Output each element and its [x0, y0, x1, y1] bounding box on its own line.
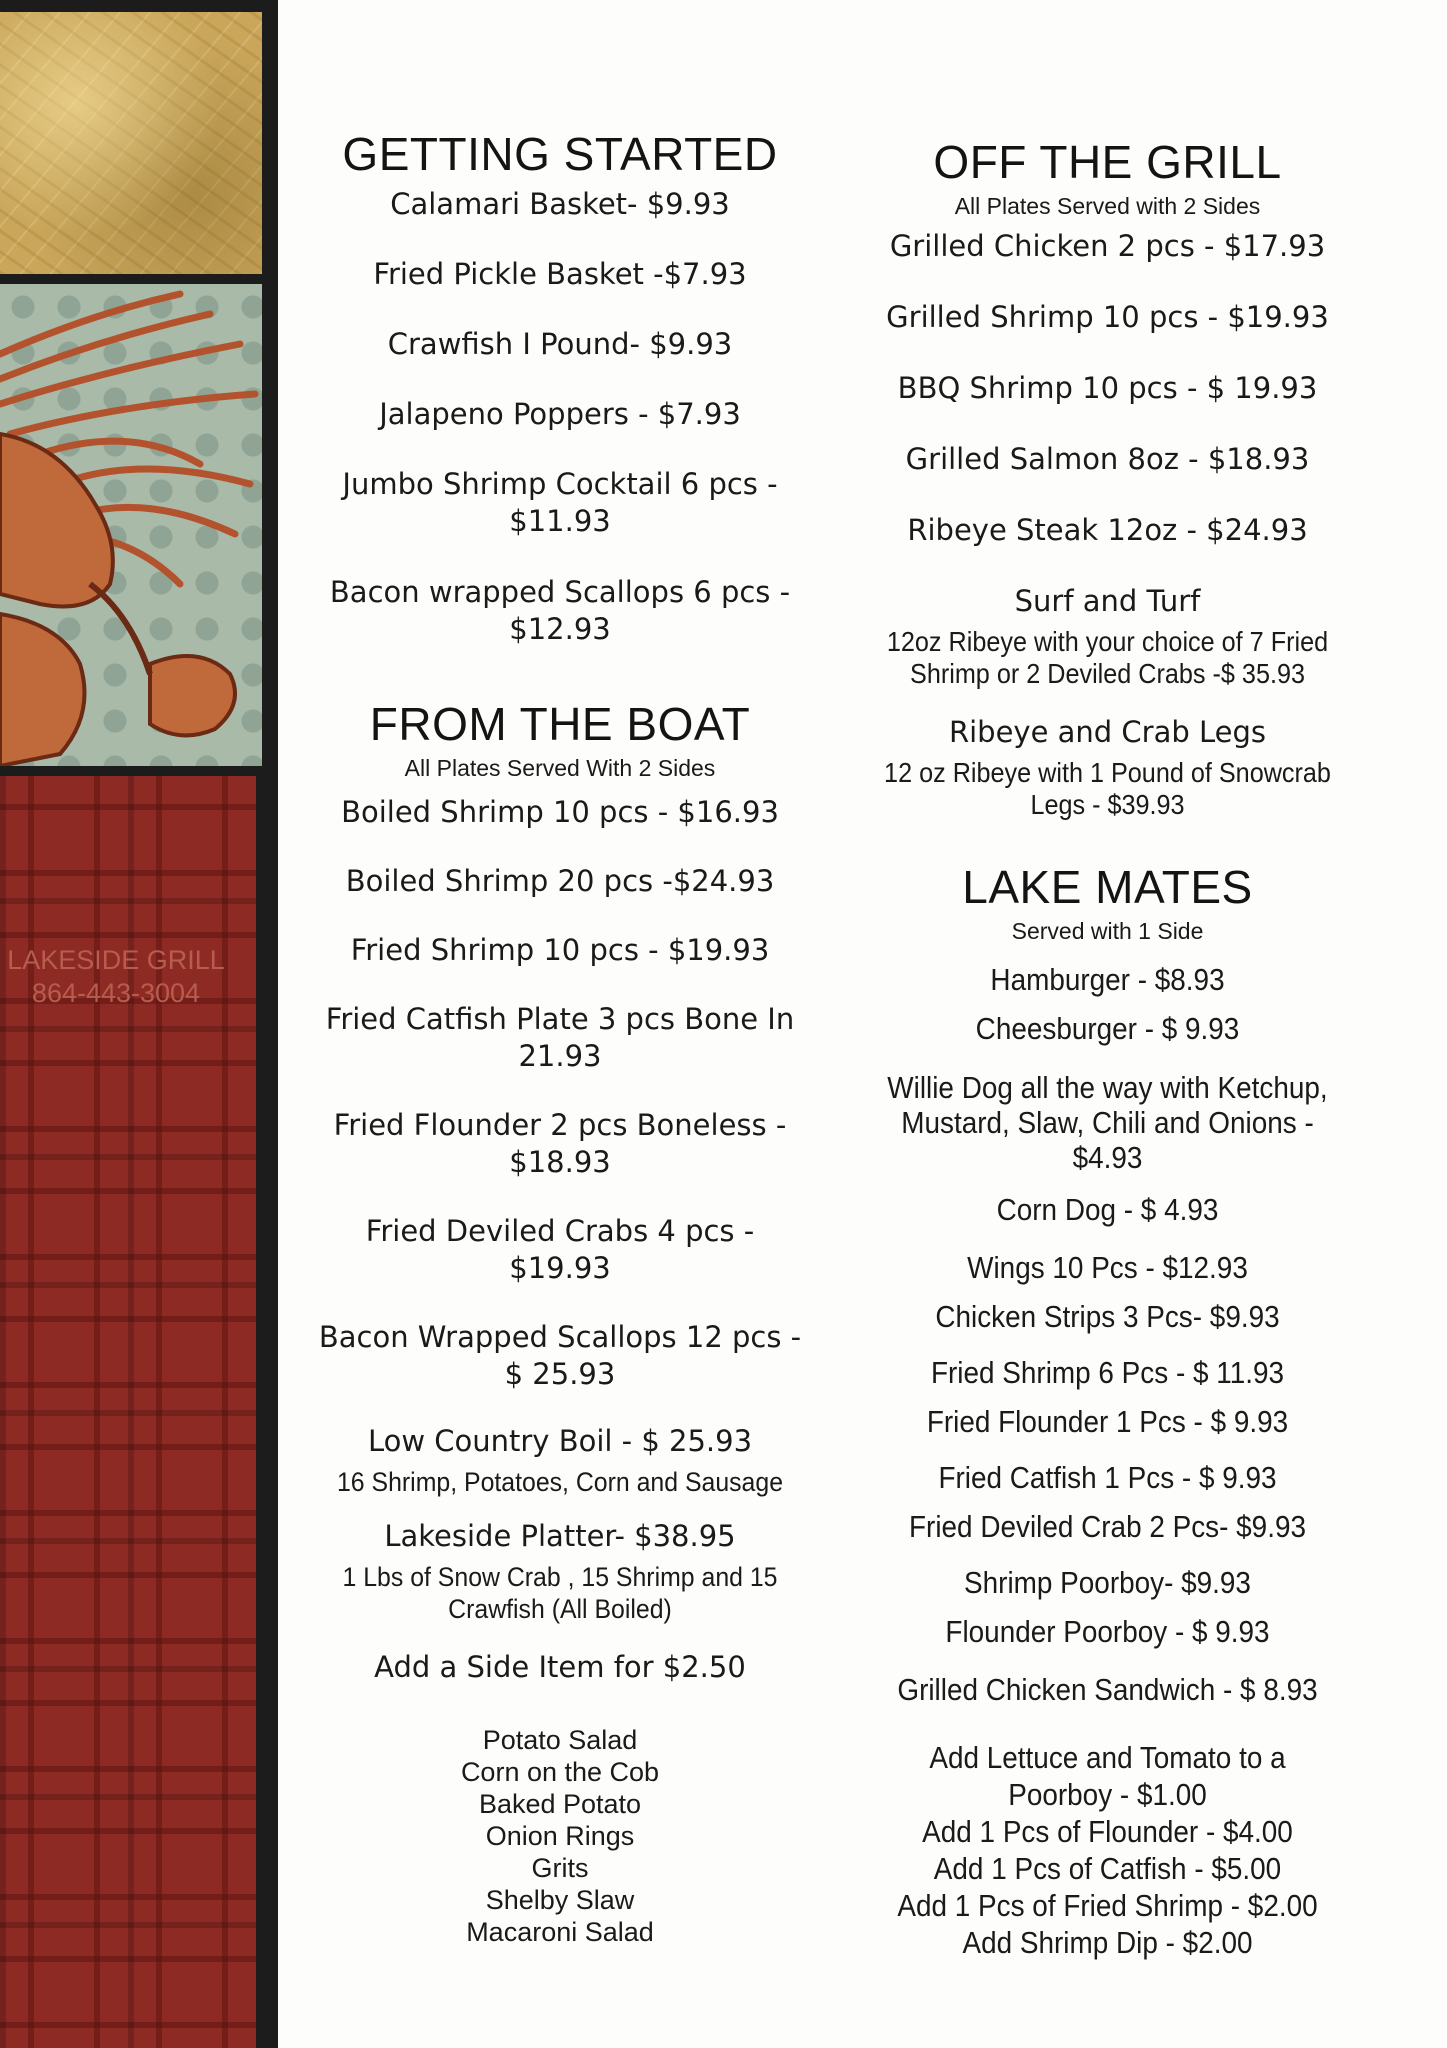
side-item: Macaroni Salad [466, 1917, 654, 1947]
menu-item: Grilled Chicken Sandwich - $ 8.93 [897, 1672, 1318, 1707]
add-on-item: Add 1 Pcs of Fried Shrimp - $2.00 [897, 1888, 1318, 1923]
menu-item: Fried Shrimp 6 Pcs - $ 11.93 [930, 1355, 1285, 1390]
menu-item: Hamburger - $8.93 [990, 962, 1225, 997]
menu-item: Ribeye Steak 12oz - $24.93 [907, 513, 1308, 547]
gold-foil-panel [0, 12, 262, 274]
menu-item-surf-and-turf: Surf and Turf [1014, 584, 1201, 618]
menu-item: Flounder Poorboy - $ 9.93 [945, 1614, 1270, 1649]
menu-item: Fried Catfish Plate 3 pcs Bone In 21.93 [325, 1002, 795, 1073]
side-item: Baked Potato [478, 1789, 642, 1819]
menu-item: Corn Dog - $ 4.93 [996, 1192, 1219, 1227]
menu-item: Fried Deviled Crab 2 Pcs- $9.93 [909, 1509, 1306, 1544]
side-item: Onion Rings [485, 1821, 635, 1851]
menu-item: Fried Deviled Crabs 4 pcs - $19.93 [365, 1214, 755, 1285]
add-on-item: Add Shrimp Dip - $2.00 [962, 1925, 1253, 1960]
lobster-icon [0, 284, 262, 766]
lobster-panel [0, 284, 262, 766]
menu-item-description: 12oz Ribeye with your choice of 7 Fried Shrimp or 2 Deviled Crabs -$ 35.93 [886, 626, 1329, 689]
menu-item: Fried Flounder 1 Pcs - $ 9.93 [926, 1404, 1289, 1439]
menu-item: Fried Pickle Basket -$7.93 [373, 257, 747, 291]
side-item: Potato Salad [482, 1725, 638, 1755]
side-item: Grits [531, 1853, 589, 1883]
menu-item-ribeye-crab-legs: Ribeye and Crab Legs [948, 715, 1267, 749]
side-item: Shelby Slaw [485, 1885, 635, 1915]
off-the-grill-note: All Plates Served with 2 Sides [954, 193, 1261, 219]
heading-from-the-boat: FROM THE BOAT [369, 698, 751, 750]
left-column [298, 128, 822, 1948]
menu-item-description: 12 oz Ribeye with 1 Pound of Snowcrab Legs - $39.93 [884, 757, 1331, 820]
from-the-boat-note: All Plates Served With 2 Sides [404, 755, 716, 781]
menu-item: Fried Flounder 2 pcs Boneless - $18.93 [333, 1108, 787, 1179]
decorative-strip [0, 0, 278, 2048]
menu-item: Jumbo Shrimp Cocktail 6 pcs - $11.93 [342, 467, 778, 538]
menu-item: Grilled Salmon 8oz - $18.93 [905, 442, 1310, 476]
side-item: Corn on the Cob [460, 1757, 660, 1787]
lake-mates-note: Served with 1 Side [1011, 918, 1204, 944]
menu-item-lakeside-platter: Lakeside Platter- $38.95 [384, 1519, 736, 1553]
heading-getting-started: GETTING STARTED [342, 128, 778, 180]
right-column [845, 136, 1370, 1961]
menu-item: Bacon Wrapped Scallops 12 pcs - $ 25.93 [318, 1320, 802, 1391]
menu-item: Jalapeno Poppers - $7.93 [379, 397, 741, 431]
menu-item: BBQ Shrimp 10 pcs - $ 19.93 [897, 371, 1318, 405]
menu-item: Fried Catfish 1 Pcs - $ 9.93 [938, 1460, 1277, 1495]
menu-item: Chicken Strips 3 Pcs- $9.93 [935, 1299, 1280, 1334]
menu-item: Bacon wrapped Scallops 6 pcs - $12.93 [329, 575, 791, 646]
menu-item: Fried Shrimp 10 pcs - $19.93 [350, 933, 770, 967]
menu-item-low-country-boil: Low Country Boil - $ 25.93 [367, 1424, 753, 1458]
menu-item: Calamari Basket- $9.93 [390, 187, 730, 221]
menu-item: Willie Dog all the way with Ketchup, Mustard, Slaw, Chili and Onions - $4.93 [887, 1070, 1328, 1175]
menu-item: Grilled Shrimp 10 pcs - $19.93 [886, 300, 1329, 334]
menu-item-description: 16 Shrimp, Potatoes, Corn and Sausage [336, 1467, 784, 1497]
menu-item-description: 1 Lbs of Snow Crab , 15 Shrimp and 15 Crawfish (All Boiled) [342, 1562, 778, 1624]
add-on-item: Add 1 Pcs of Flounder - $4.00 [922, 1814, 1293, 1849]
menu-item: Boiled Shrimp 20 pcs -$24.93 [345, 864, 775, 898]
sides-list [298, 1724, 822, 1948]
add-on-item: Add 1 Pcs of Catfish - $5.00 [933, 1851, 1282, 1886]
restaurant-name-phone: LAKESIDE GRILL 864-443-3004 [7, 945, 225, 1008]
menu-item: Shrimp Poorboy- $9.93 [964, 1565, 1251, 1600]
heading-lake-mates: LAKE MATES [962, 861, 1253, 913]
heading-off-the-grill: OFF THE GRILL [933, 136, 1282, 188]
menu-item: Grilled Chicken 2 pcs - $17.93 [889, 229, 1326, 263]
add-side-item: Add a Side Item for $2.50 [374, 1650, 746, 1684]
menu-item: Cheesburger - $ 9.93 [975, 1011, 1240, 1046]
menu-item: Boiled Shrimp 10 pcs - $16.93 [341, 795, 779, 829]
menu-item: Wings 10 Pcs - $12.93 [967, 1250, 1248, 1285]
menu-item: Crawfish I Pound- $9.93 [387, 327, 733, 361]
add-on-item: Add Lettuce and Tomato to a Poorboy - $1.00 [929, 1740, 1286, 1812]
